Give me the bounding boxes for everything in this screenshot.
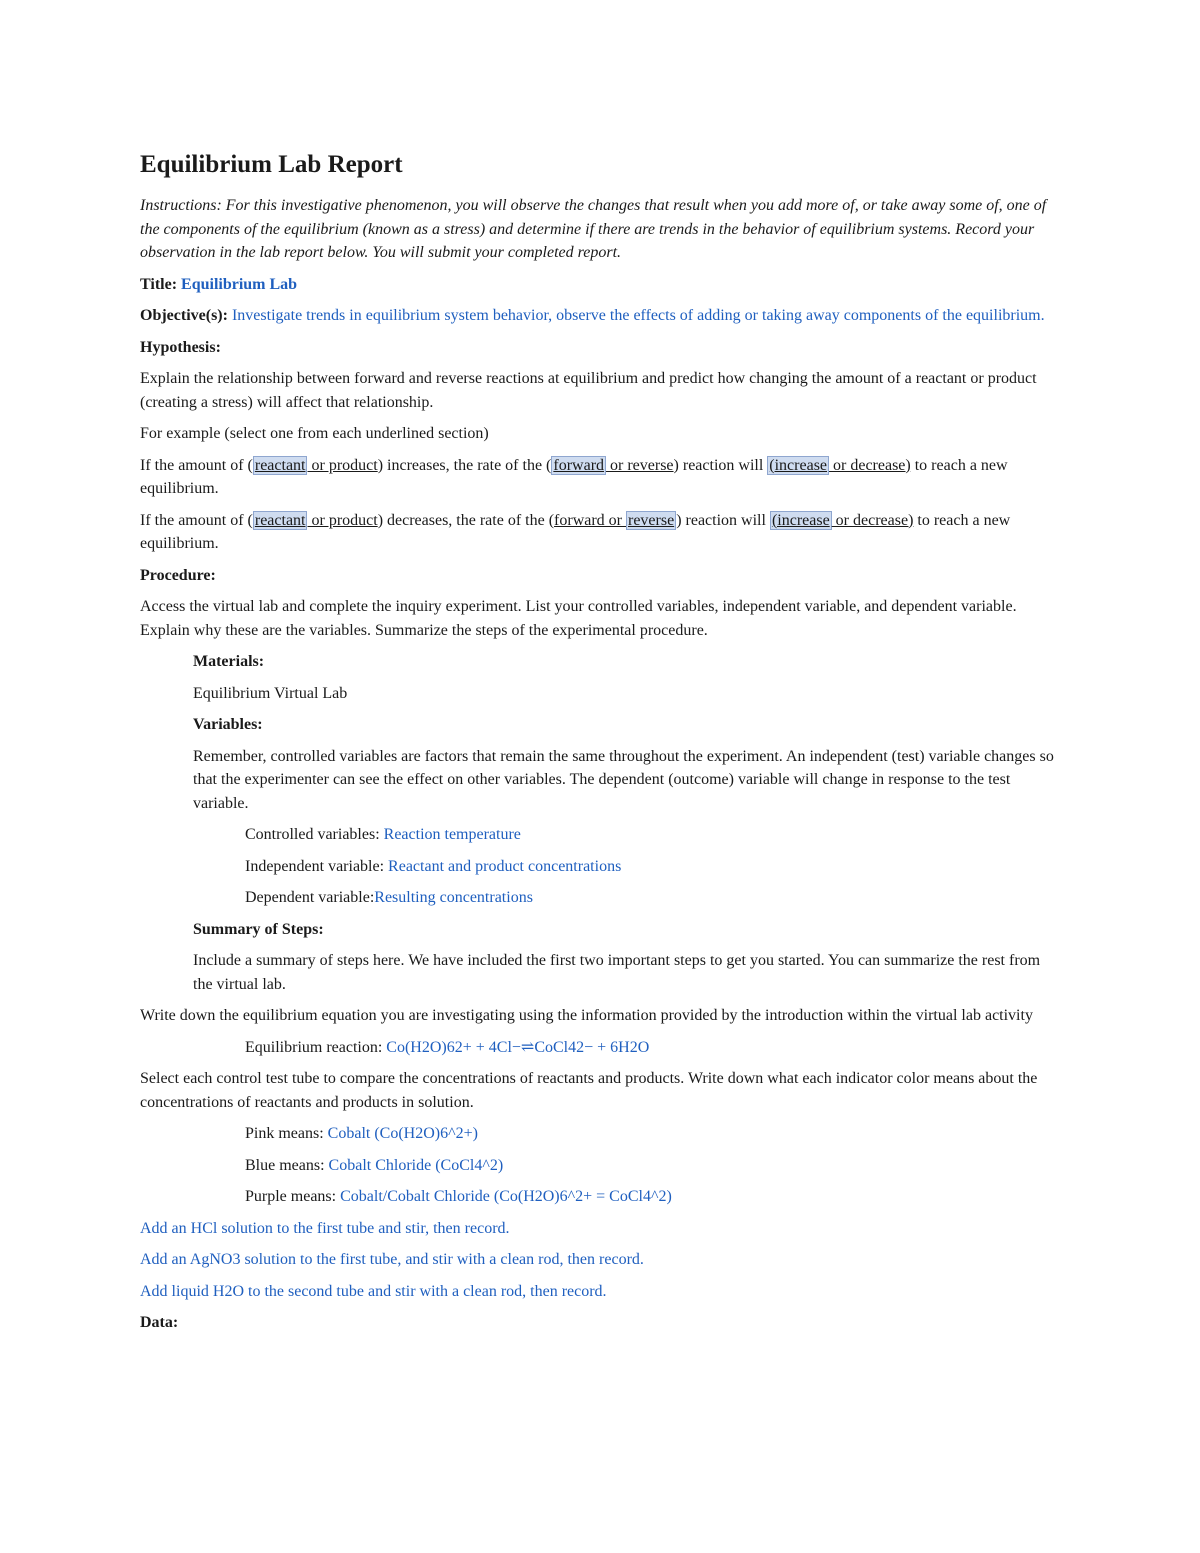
choice-increase-or-decrease[interactable] (770, 511, 913, 530)
choice-forward-or-reverse[interactable] (554, 511, 676, 530)
color-label: Pink means: (245, 1125, 328, 1142)
controlled-value: Reaction temperature (383, 826, 521, 843)
selected-choice: (increase (771, 511, 830, 529)
materials-heading: Materials: (193, 653, 265, 670)
dependent-variable-line (245, 886, 1060, 910)
selected-choice: reactant (254, 511, 306, 529)
variables-text: Remember, controlled variables are factors that remain the same throughout the experiment. An independent (test) variable changes so that the experimenter can see the effect on other variables. The dependent (outcome) variable will change in response to the test variable. (193, 747, 1054, 812)
variables-heading: Variables: (193, 716, 263, 733)
title-line (140, 273, 1060, 297)
instructions-text: Instructions: For this investigative phenomenon, you will observe the changes that result when you add more of, or take away some of, one of the components of the equilibrium (known as a stress) and determine if there are trends in the behavior of equilibrium systems. Record your observation in the lab report below. You will submit your completed report. (140, 197, 1047, 261)
title-value: Equilibrium Lab (181, 275, 298, 293)
dependent-value: Resulting concentrations (374, 889, 533, 906)
procedure-heading: Procedure: (140, 566, 216, 584)
choice-alt: or decrease) (831, 511, 914, 529)
data-heading: Data: (140, 1314, 179, 1331)
page-title: Equilibrium Lab Report (140, 151, 403, 178)
choice-alt: or reverse (606, 456, 674, 474)
text-fragment: If the amount of ( (140, 456, 253, 474)
document-page (140, 150, 1060, 1343)
steps-heading: Summary of Steps: (193, 920, 324, 938)
controlled-label: Controlled variables: (245, 826, 384, 843)
equation-value: Co(H2O)62+ + 4Cl−⇌CoCl42− + 6H2O (386, 1038, 650, 1056)
selected-choice: reverse (628, 511, 675, 529)
text-fragment: ) decreases, the rate of the ( (377, 511, 555, 529)
text-fragment: ) increases, the rate of the ( (377, 456, 552, 474)
hypothesis-explain: Explain the relationship between forward and reverse reactions at equilibrium and predict how changing the amount of a reactant or product (creating a stress) will affect that relationship. (140, 370, 1037, 411)
steps-text: Include a summary of steps here. We have included the first two important steps to get you started. You can summarize the rest from the virtual lab. (193, 952, 1041, 993)
color-value: Cobalt/Cobalt Chloride (Co(H2O)6^2+ = CoCl4^2) (340, 1188, 672, 1205)
independent-variable-line (245, 855, 1060, 879)
color-purple-line (245, 1185, 1060, 1209)
materials-item: Equilibrium Virtual Lab (193, 684, 348, 702)
hypothesis-line-1 (140, 454, 1060, 501)
text-fragment: ) reaction will (676, 511, 770, 529)
text-fragment: If the amount of ( (140, 511, 253, 529)
controlled-variables-line (245, 823, 1060, 847)
hypothesis-heading: Hypothesis: (140, 338, 221, 356)
color-value: Cobalt Chloride (CoCl4^2) (328, 1156, 504, 1174)
selected-choice: reactant (254, 456, 306, 474)
selected-choice: forward (553, 456, 605, 474)
color-label: Blue means: (245, 1156, 329, 1174)
dependent-label: Dependent variable: (245, 889, 375, 906)
objective-line (140, 304, 1060, 328)
text-fragment: to reach a new equilibrium. (140, 456, 1008, 497)
equation-label: Equilibrium reaction: (245, 1038, 387, 1056)
color-blue-line (245, 1154, 1060, 1178)
independent-label: Independent variable: (245, 857, 389, 875)
choice-reactant-or-product[interactable] (253, 456, 378, 475)
choice-increase-or-decrease[interactable] (767, 456, 910, 475)
text-fragment: ) reaction will (673, 456, 768, 474)
hypothesis-line-2 (140, 509, 1060, 556)
equation-line (245, 1036, 1060, 1060)
title-label: Title: (140, 275, 178, 293)
equation-prompt: Write down the equilibrium equation you are investigating using the information provided by the introduction within the virtual lab activity (140, 1007, 1033, 1024)
choice-forward-or-reverse[interactable] (551, 456, 673, 475)
choice-alt: or decrease) (829, 456, 911, 474)
independent-value: Reactant and product concentrations (388, 857, 622, 875)
indicator-prompt: Select each control test tube to compare the concentrations of reactants and products. Write down what each indicator color means about the concentrations of reactants and products in solution. (140, 1070, 1038, 1111)
choice-alt: or product (307, 511, 378, 529)
objective-label: Objective(s): (140, 307, 228, 324)
objective-value: Investigate trends in equilibrium system behavior, observe the effects of adding or taking away components of the equilibrium. (231, 307, 1045, 324)
choice-alt: forward or (554, 511, 626, 529)
action-step-2: Add an AgNO3 solution to the first tube, and stir with a clean rod, then record. (140, 1251, 644, 1268)
hypothesis-example: For example (select one from each underlined section) (140, 425, 489, 442)
color-pink-line (245, 1122, 1060, 1146)
procedure-text: Access the virtual lab and complete the inquiry experiment. List your controlled variables, independent variable, and dependent variable. Explain why these are the variables. Summarize the steps of the experimental procedure. (140, 598, 1017, 639)
color-value: Cobalt (Co(H2O)6^2+) (327, 1125, 478, 1142)
text-fragment: to reach a new equilibrium. (140, 511, 1011, 552)
choice-reactant-or-product[interactable] (253, 511, 378, 530)
action-step-1: Add an HCl solution to the first tube and stir, then record. (140, 1219, 510, 1237)
color-label: Purple means: (245, 1188, 341, 1205)
action-step-3: Add liquid H2O to the second tube and stir with a clean rod, then record. (140, 1282, 607, 1300)
selected-choice: (increase (769, 456, 828, 474)
choice-alt: or product (307, 456, 378, 474)
